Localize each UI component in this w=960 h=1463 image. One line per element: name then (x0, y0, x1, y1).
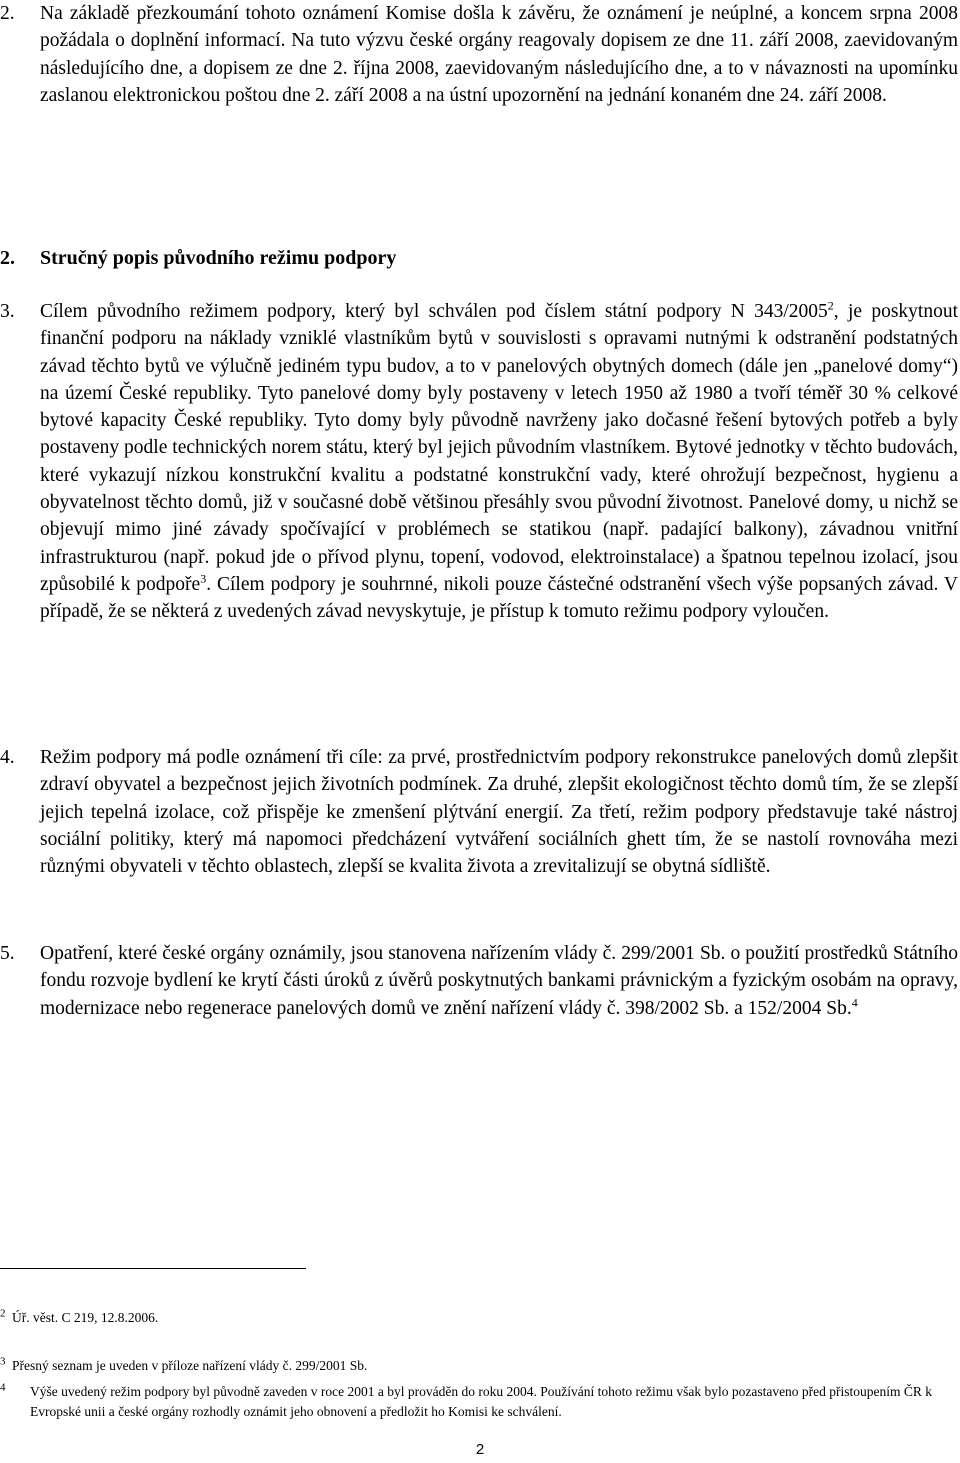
paragraph-number: 3. (0, 301, 15, 322)
section-heading (0, 245, 396, 272)
heading-number: 2. (0, 247, 15, 269)
paragraph-text-part: Cílem původního režimem podpory, který byl schválen pod číslem státní podpory N 343/2005 (40, 301, 828, 322)
footnote-mark-number: 4 (0, 1381, 6, 1394)
footnote-reference[interactable]: 4 (851, 995, 858, 1010)
footnote-reference[interactable]: 3 (200, 571, 207, 586)
footnote-mark (0, 1356, 12, 1376)
paragraph-text-part: Opatření, které české orgány oznámily, jsou stanovena nařízením vlády č. 299/2001 Sb. o použití prostředků Státního fondu rozvoje bydlení ke krytí části úroků z úvěrů poskytnutých bankami právnickým a fyzickým osobám na opravy, modernizace nebo regenerace panelových domů ve znění nařízení vlády č. 398/2002 Sb. a 152/2004 Sb. (40, 943, 958, 1019)
footnote-reference[interactable]: 2 (827, 298, 834, 313)
footnote-mark (0, 1382, 12, 1402)
paragraph-text (40, 298, 958, 626)
footnote-text: Úř. věst. C 219, 12.8.2006. (12, 1310, 159, 1325)
paragraph-text: Režim podpory má podle oznámení tři cíle: za prvé, prostřednictvím podpory rekonstrukce panelových domů zlepšit zdraví obyvatel a bezpečnost jejich životních podmínek. Za druhé, zlepšit ekologičnost těchto domů tím, že se zlepší jejich tepelná izolace, což přispěje ke zmenšení plýtvání energií. Za třetí, režim podpory představuje také nástroj sociální politiky, který má napomoci předcházení vytváření sociálních ghett tím, že se nastolí rovnováha mezi různými obyvateli v těchto oblastech, zlepší se kvalita života a zrevitalizují se obytná sídliště. (40, 747, 958, 878)
paragraph-text (40, 940, 958, 1022)
paragraph-number: 2. (0, 3, 15, 24)
paragraph-5 (0, 940, 958, 1022)
footnote-mark-number: 3 (0, 1355, 6, 1368)
footnote-mark-number: 2 (0, 1307, 6, 1320)
footnote-text: Přesný seznam je uveden v příloze nařízení vlády č. 299/2001 Sb. (12, 1358, 368, 1373)
paragraph-4 (0, 744, 958, 880)
paragraph-2 (0, 0, 958, 109)
footnote-3 (0, 1356, 958, 1376)
heading-text: Stručný popis původního režimu podpory (40, 247, 397, 269)
paragraph-3 (0, 298, 958, 626)
footnote-2 (0, 1308, 958, 1328)
footnote-4 (0, 1382, 958, 1422)
footnote-text: Výše uvedený režim podpory byl původně zaveden v roce 2001 a byl prováděn do roku 2004. Používání tohoto režimu však bylo pozastaveno před přistoupením ČR k Evropské unii a české orgány rozhodly oznámit jeho obnovení a předložit ho Komisi ke schválení. (30, 1384, 933, 1419)
paragraph-number: 5. (0, 943, 15, 964)
footnote-mark (0, 1308, 12, 1328)
paragraph-text-part: . Cílem podpory je souhrnné, nikoli pouze částečné odstranění všech výše popsaných závad. V případě, že se některá z uvedených závad nevyskytuje, je přístup k tomuto režimu podpory vyloučen. (40, 573, 958, 623)
paragraph-text: Na základě přezkoumání tohoto oznámení Komise došla k závěru, že oznámení je neúplné, a koncem srpna 2008 požádala o doplnění informací. Na tuto výzvu české orgány reagovaly dopisem ze dne 11. září 2008, zaevidovaným následujícího dne, a dopisem ze dne 2. října 2008, zaevidovaným následujícího dne, a to v návaznosti na upomínku zaslanou elektronickou poštou dne 2. září 2008 a na ústní upozornění na jednání konaném dne 24. září 2008. (40, 3, 958, 106)
page-number: 2 (475, 1441, 485, 1458)
footnote-separator (0, 1268, 306, 1269)
paragraph-text-part: , je poskytnout finanční podporu na náklady vzniklé vlastníkům bytů v souvislosti s opravami nutnými k odstranění podstatných závad těchto bytů ve výlučně jediném typu budov, a to v panelových obytných domech (dále jen „panelové domy“) na území České republiky. Tyto panelové domy byly postaveny v letech 1950 až 1980 a tvoří téměř 30 % celkové bytové kapacity České republiky. Tyto domy byly původně navrženy jako dočasné řešení bytových potřeb a byly postaveny podle technických norem státu, který byl jejich původním vlastníkem. Bytové jednotky v těchto budovách, které vykazují nízkou konstrukční kvalitu a podstatné konstrukční vady, které ohrožují bezpečnost, hygienu a obyvatelnost těchto domů, již v současné době většinou přesáhly svou původní životnost. Panelové domy, u nichž se objevují mimo jiné závady spočívající v problémech se statikou (např. padající balkony), závadnou vnitřní infrastrukturou (např. pokud jde o přívod plynu, topení, vodovod, elektroinstalace) a špatnou tepelnou izolací, jsou způsobilé k podpoře (40, 301, 958, 595)
paragraph-number: 4. (0, 747, 15, 768)
